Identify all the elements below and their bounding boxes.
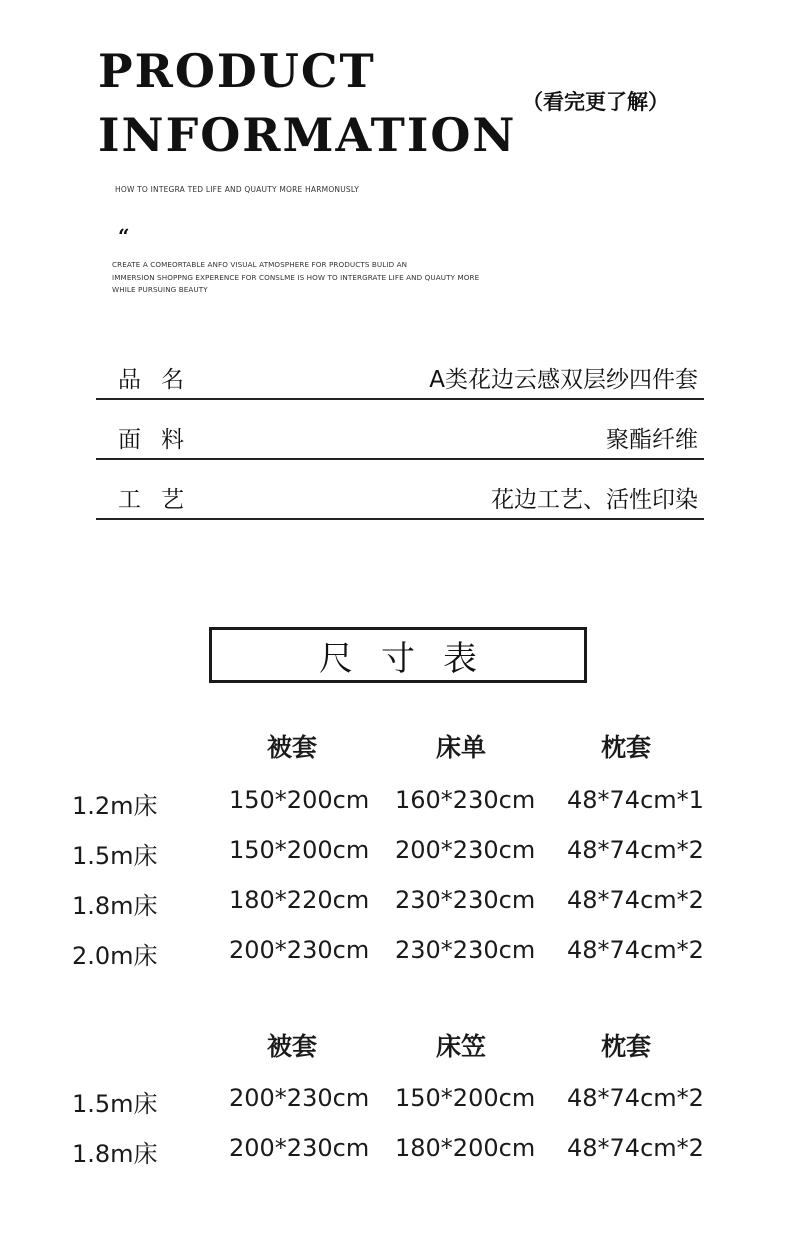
table-cell: 200*230cm xyxy=(229,936,370,964)
page-title-line-1: PRODUCT xyxy=(98,44,376,98)
info-row-fabric xyxy=(96,400,704,460)
description-line: IMMERSION SHOPPNG EXPERENCE FOR CONSLME IS HOW TO INTERGRATE LIFE AND QUAUTY MORE xyxy=(112,272,480,282)
info-row-craft xyxy=(96,460,704,520)
info-label: 面料 xyxy=(118,427,204,453)
row-label: 1.8m床 xyxy=(72,1140,158,1168)
table-cell: 48*74cm*2 xyxy=(567,1134,704,1162)
page-title-line-2: INFORMATION xyxy=(98,108,517,162)
table2-header-pillowcase: 枕套 xyxy=(600,1032,652,1061)
size-chart-title: 尺寸表 xyxy=(319,638,505,679)
info-row-product-name xyxy=(96,340,704,400)
tagline: HOW TO INTEGRA TED LIFE AND QUAUTY MORE HARMONUSLY xyxy=(115,185,360,194)
table-cell: 150*200cm xyxy=(229,786,370,814)
size-chart-title-box xyxy=(209,627,587,683)
table-cell: 200*230cm xyxy=(395,836,536,864)
table-cell: 230*230cm xyxy=(395,936,536,964)
info-label: 品名 xyxy=(118,367,204,393)
table1-header-sheet: 床单 xyxy=(435,733,487,762)
quote-mark-icon: “ xyxy=(118,224,130,248)
info-label: 工艺 xyxy=(118,487,204,513)
table-cell: 48*74cm*2 xyxy=(567,1084,704,1112)
table-cell: 150*200cm xyxy=(395,1084,536,1112)
table-cell: 150*200cm xyxy=(229,836,370,864)
row-label: 2.0m床 xyxy=(72,942,158,970)
table2-header-fitted-sheet: 床笠 xyxy=(435,1032,487,1061)
table-cell: 48*74cm*2 xyxy=(567,936,704,964)
table-cell: 200*230cm xyxy=(229,1084,370,1112)
row-label: 1.8m床 xyxy=(72,892,158,920)
description xyxy=(112,259,532,297)
table-cell: 230*230cm xyxy=(395,886,536,914)
table2-header-duvet: 被套 xyxy=(266,1032,318,1061)
row-label: 1.5m床 xyxy=(72,842,158,870)
table-cell: 160*230cm xyxy=(395,786,536,814)
info-value: 花边工艺、活性印染 xyxy=(491,487,698,513)
description-line: WHILE PURSUING BEAUTY xyxy=(112,285,208,294)
table-cell: 180*200cm xyxy=(395,1134,536,1162)
row-label: 1.2m床 xyxy=(72,792,158,820)
page-subtitle: （看完更了解） xyxy=(522,89,669,114)
info-value: A类花边云感双层纱四件套 xyxy=(429,367,698,393)
table-cell: 48*74cm*1 xyxy=(567,786,704,814)
info-value: 聚酯纤维 xyxy=(606,427,698,453)
table1-header-duvet: 被套 xyxy=(266,733,318,762)
table-cell: 48*74cm*2 xyxy=(567,886,704,914)
table1-header-pillowcase: 枕套 xyxy=(600,733,652,762)
table-cell: 200*230cm xyxy=(229,1134,370,1162)
table-cell: 48*74cm*2 xyxy=(567,836,704,864)
row-label: 1.5m床 xyxy=(72,1090,158,1118)
table-cell: 180*220cm xyxy=(229,886,370,914)
description-line: CREATE A COMEORTABLE ANFO VISUAL ATMOSPHERE FOR PRODUCTS BULID AN xyxy=(112,260,408,269)
